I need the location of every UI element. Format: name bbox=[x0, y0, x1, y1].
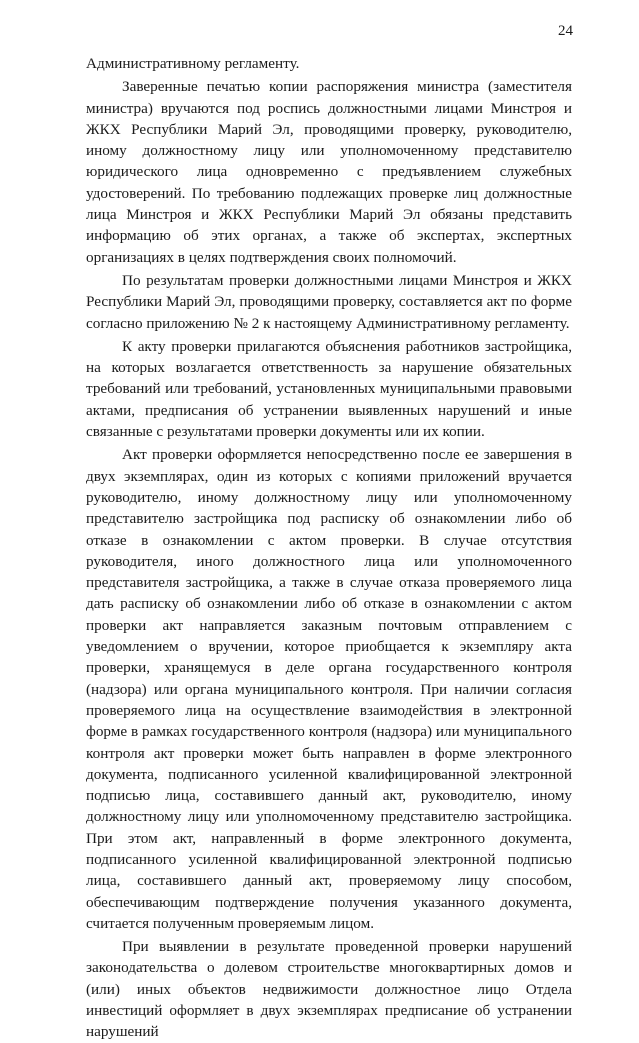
paragraph-act-execution: Акт проверки оформляется непосредственно после ее завершения в двух экземплярах, один из которых с копиями приложений вручается руководителю, иному должностному лицу или уполномоченному представителю застройщика под расписку об ознакомлении либо об отказе в ознакомлении с актом проверки. В случае отсутствия руководителя, иного должностного лица или уполномоченного представителя застройщика, а также в случае отказа проверяемого лица дать расписку об ознакомлении либо об отказе в ознакомлении с актом проверки акт направляется заказным почтовым отправлением с уведомлением о вручении, которое приобщается к экземпляру акта проверки, хранящемуся в деле органа государственного контроля (надзора) или органа муниципального контроля. При наличии согласия проверяемого лица на осуществление взаимодействия в электронной форме в рамках государственного контроля (надзора) или муниципального контроля акт проверки может быть направлен в форме электронного документа, подписанного усиленной квалифицированной электронной подписью лица, составившего данный акт, руководителю, иному должностному лицу или уполномоченному представителю застройщика. При этом акт, направленный в форме электронного документа, подписанного усиленной квалифицированной электронной подписью лица, составившего данный акт, проверяемому лицу способом, обеспечивающим подтверждение получения указанного документа, считается полученным проверяемым лицом. bbox=[86, 446, 572, 932]
paragraph-certified-copies: Заверенные печатью копии распоряжения министра (заместителя министра) вручаются под роспись должностными лицами Минстроя и ЖКХ Республики Марий Эл, проводящими проверку, руководителю, иному должностному лицу или уполномоченному представителю юридического лица одновременно с предъявлением служебных удостоверений. По требованию подлежащих проверке лиц должностные лица Минстроя и ЖКХ Республики Марий Эл обязаны представить информацию об этих органах, а также об экспертах, экспертных организациях в целях подтверждения своих полномочий. bbox=[86, 78, 572, 266]
document-body bbox=[86, 53, 572, 1043]
page-number: 24 bbox=[558, 23, 573, 39]
paragraph-continuation: Административному регламенту. bbox=[86, 55, 300, 72]
paragraph-violations: При выявлении в результате проведенной проверки нарушений законодательства о долевом строительстве многоквартирных домов и (или) иных объектов недвижимости должностное лицо Отдела инвестиций оформляет в двух экземплярах предписание об устранении нарушений bbox=[86, 938, 572, 1041]
paragraph-inspection-act: По результатам проверки должностными лицами Минстроя и ЖКХ Республики Марий Эл, проводящими проверку, составляется акт по форме согласно приложению № 2 к настоящему Административному регламенту. bbox=[86, 271, 572, 332]
paragraph-act-attachments: К акту проверки прилагаются объяснения работников застройщика, на которых возлагается ответственность за нарушение обязательных требований или требований, установленных муниципальными правовыми актами, предписания об устранении выявленных нарушений и иные связанные с результатами проверки документы или их копии. bbox=[86, 337, 572, 441]
